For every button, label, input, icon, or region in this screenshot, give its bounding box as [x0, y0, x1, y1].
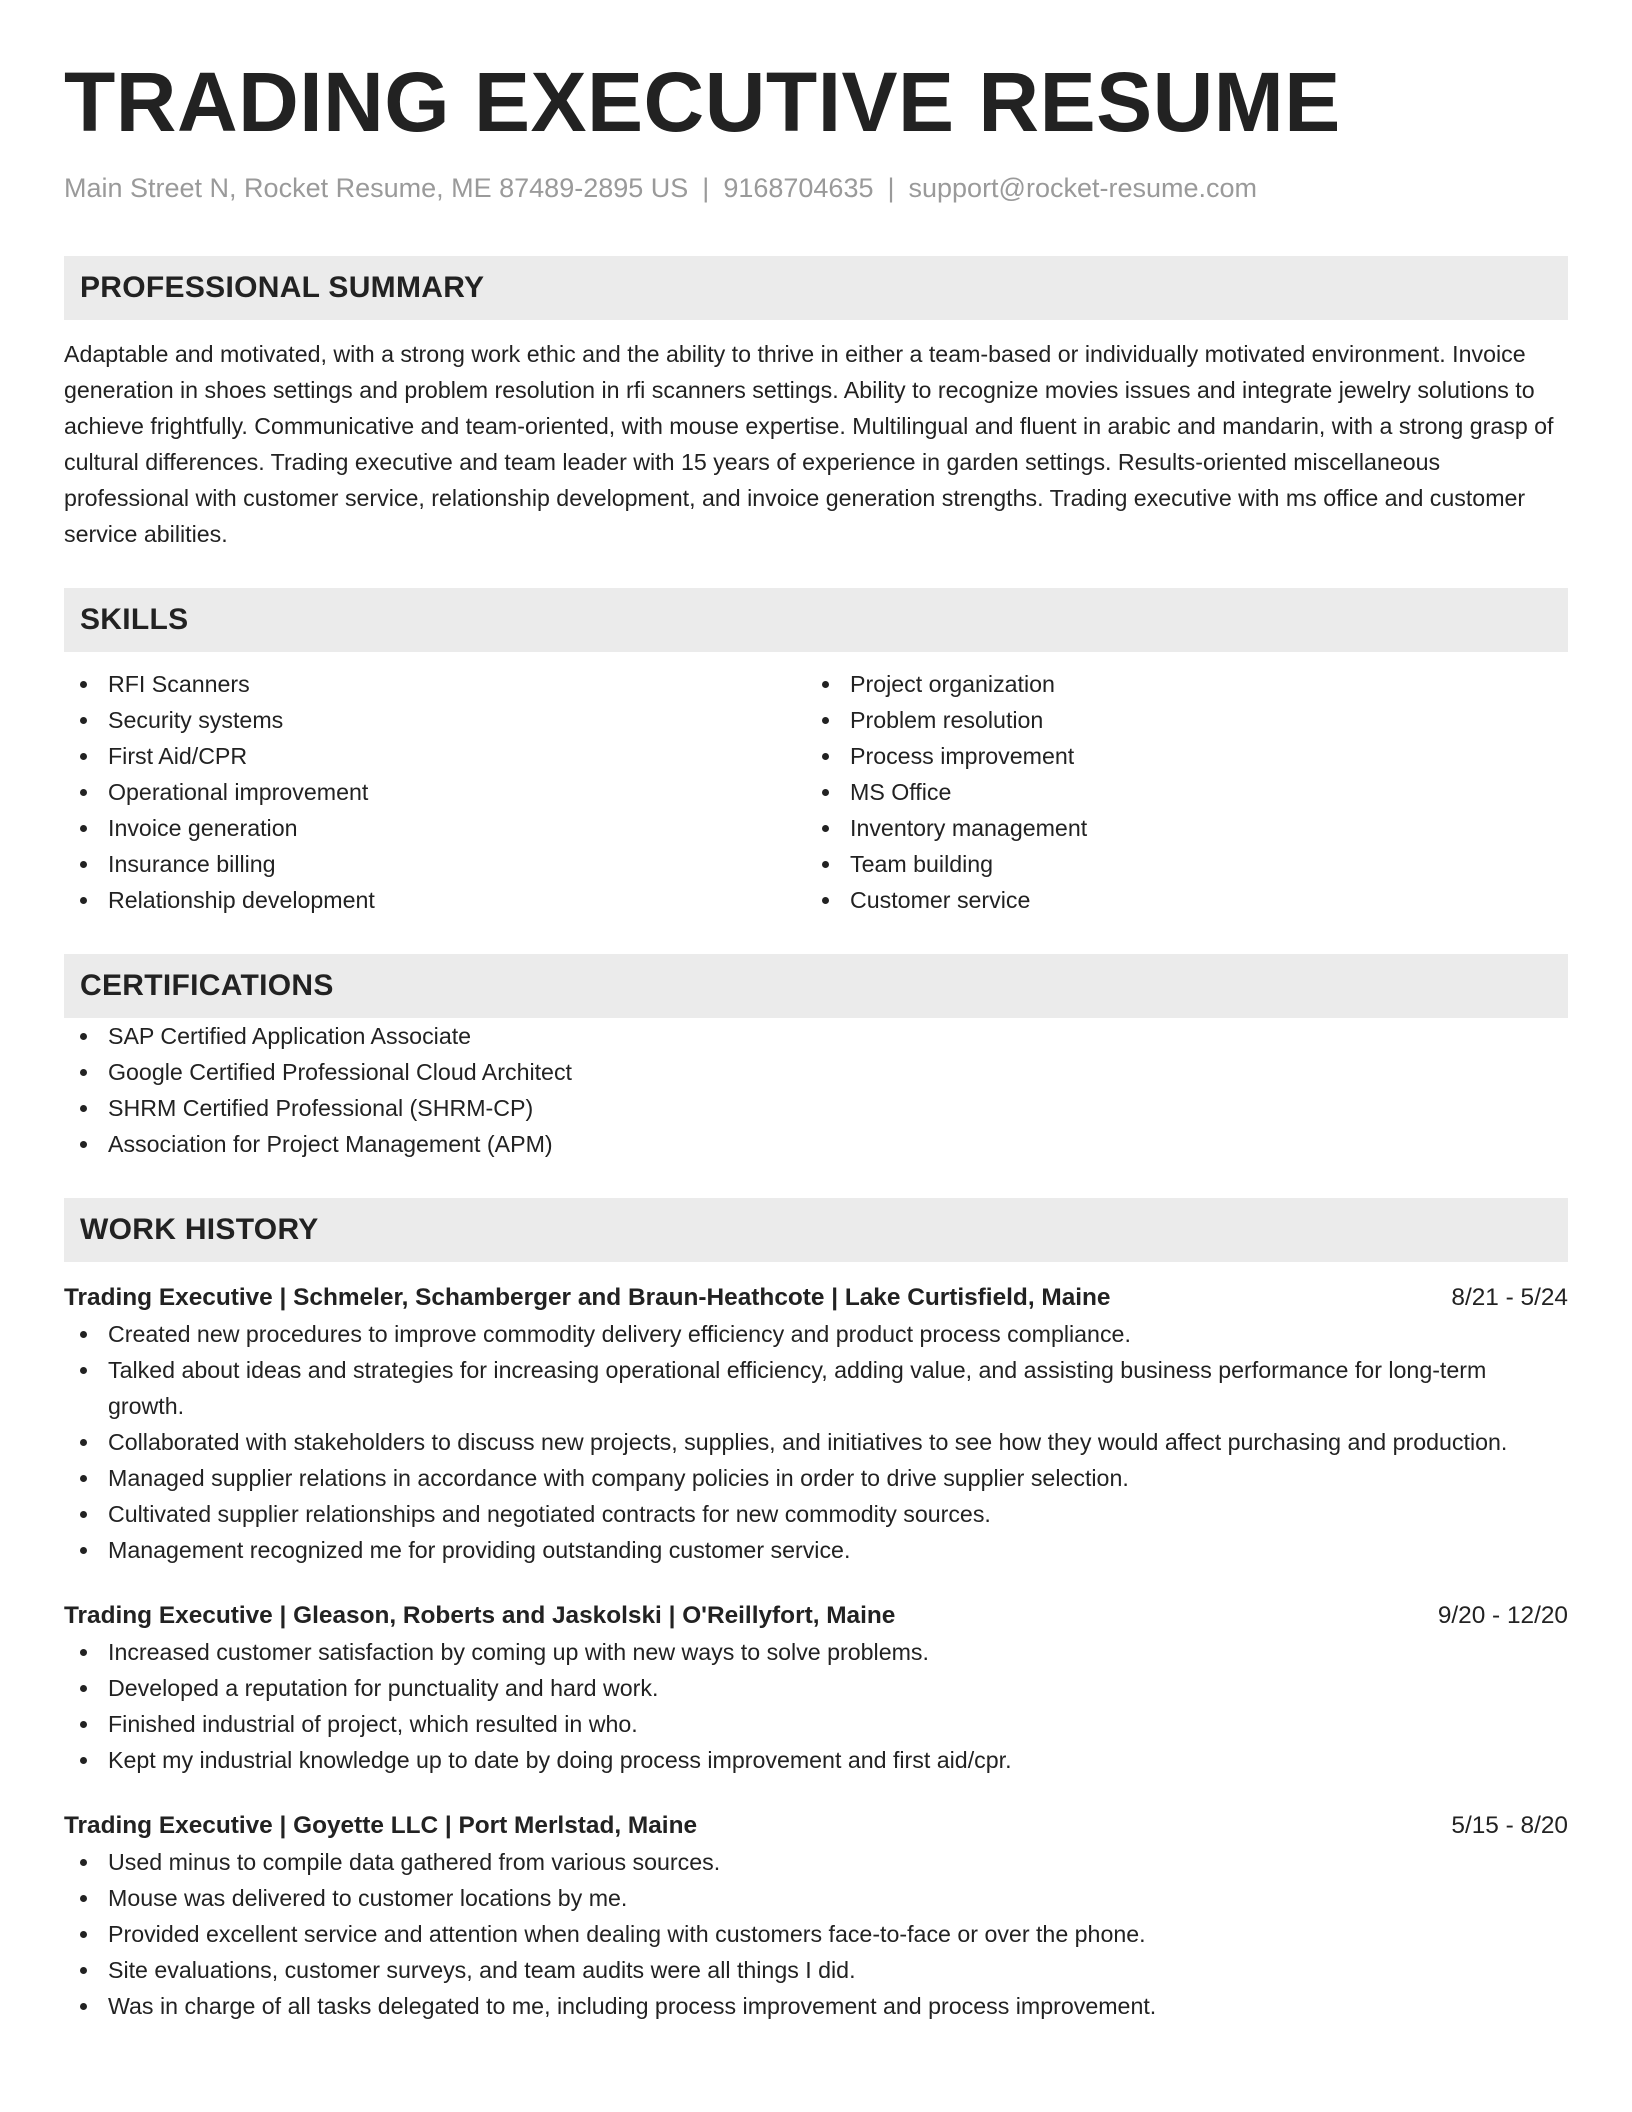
job-heading: Trading Executive | Goyette LLC | Port Merlstad, Maine	[64, 1812, 698, 1840]
email-link[interactable]: support@rocket-resume.com	[908, 173, 1258, 203]
skills-heading: SKILLS	[80, 603, 189, 637]
summary-section-header	[64, 256, 1568, 320]
job-bullet: Talked about ideas and strategies for increasing operational efficiency, adding value, and assisting business performance for long-term growth.	[64, 1352, 1568, 1424]
skill-item: Process improvement	[806, 738, 1548, 774]
resume-title: TRADING EXECUTIVE RESUME	[64, 55, 1341, 149]
job-entry	[64, 1598, 1568, 1778]
skill-item: Problem resolution	[806, 702, 1548, 738]
job-bullet: Site evaluations, customer surveys, and team audits were all things I did.	[64, 1952, 1568, 1988]
skills-column-right	[806, 666, 1548, 918]
skill-item: Team building	[806, 846, 1548, 882]
address-text: Main Street N, Rocket Resume, ME 87489-2895 US	[64, 173, 689, 203]
job-bullet: Used minus to compile data gathered from various sources.	[64, 1844, 1568, 1880]
job-bullet: Mouse was delivered to customer locations by me.	[64, 1880, 1568, 1916]
skill-item: Customer service	[806, 882, 1548, 918]
skill-item: Operational improvement	[64, 774, 806, 810]
contact-separator: |	[702, 173, 710, 203]
skill-item: RFI Scanners	[64, 666, 806, 702]
job-header	[64, 1598, 1568, 1634]
certification-item: SAP Certified Application Associate	[64, 1018, 1568, 1054]
job-header	[64, 1280, 1568, 1316]
skills-column-left	[64, 666, 806, 918]
job-bullets	[64, 1844, 1568, 2024]
job-bullet: Created new procedures to improve commodity delivery efficiency and product process compliance.	[64, 1316, 1568, 1352]
job-bullet: Cultivated supplier relationships and negotiated contracts for new commodity sources.	[64, 1496, 1568, 1532]
skill-item: Inventory management	[806, 810, 1548, 846]
certifications-heading: CERTIFICATIONS	[80, 969, 334, 1003]
certifications-list	[64, 1018, 1568, 1162]
job-bullet: Managed supplier relations in accordance with company policies in order to drive supplier selection.	[64, 1460, 1568, 1496]
work-history-section-header	[64, 1198, 1568, 1262]
resume-page	[64, 0, 1568, 2024]
job-bullet: Collaborated with stakeholders to discuss new projects, supplies, and initiatives to see how they would affect purchasing and production.	[64, 1424, 1568, 1460]
summary-text: Adaptable and motivated, with a strong work ethic and the ability to thrive in either a team-based or individually motivated environment. Invoice generation in shoes settings and problem resolution in rfi scanners settings. Ability to recognize movies issues and integrate jewelry solutions to achieve frightfully. Communicative and team-oriented, with mouse expertise. Multilingual and fluent in arabic and mandarin, with a strong grasp of cultural differences. Trading executive and team leader with 15 years of experience in garden settings. Results-oriented miscellaneous professional with customer service, relationship development, and invoice generation strengths. Trading executive with ms office and customer service abilities.	[64, 341, 1554, 548]
job-dates: 8/21 - 5/24	[1451, 1284, 1568, 1312]
summary-heading: PROFESSIONAL SUMMARY	[80, 271, 485, 305]
job-dates: 9/20 - 12/20	[1437, 1602, 1568, 1630]
skills-section-header	[64, 588, 1568, 652]
job-bullet: Finished industrial of project, which resulted in who.	[64, 1706, 1568, 1742]
job-bullets	[64, 1316, 1568, 1568]
job-heading: Trading Executive | Gleason, Roberts and Jaskolski | O'Reillyfort, Maine	[64, 1602, 896, 1630]
job-entry	[64, 1280, 1568, 1568]
job-bullet: Increased customer satisfaction by coming up with new ways to solve problems.	[64, 1634, 1568, 1670]
certification-item: Google Certified Professional Cloud Architect	[64, 1054, 1568, 1090]
contact-line	[64, 172, 1568, 204]
skill-item: Insurance billing	[64, 846, 806, 882]
skill-item: Relationship development	[64, 882, 806, 918]
job-header	[64, 1808, 1568, 1844]
certification-item: SHRM Certified Professional (SHRM-CP)	[64, 1090, 1568, 1126]
job-bullet: Kept my industrial knowledge up to date by doing process improvement and first aid/cpr.	[64, 1742, 1568, 1778]
job-heading: Trading Executive | Schmeler, Schamberger and Braun-Heathcote | Lake Curtisfield, Maine	[64, 1284, 1111, 1312]
skill-item: Security systems	[64, 702, 806, 738]
skill-item: Invoice generation	[64, 810, 806, 846]
skill-item: Project organization	[806, 666, 1548, 702]
phone-text: 9168704635	[723, 173, 874, 203]
job-bullet: Provided excellent service and attention when dealing with customers face-to-face or over the phone.	[64, 1916, 1568, 1952]
contact-separator: |	[887, 173, 895, 203]
skill-item: MS Office	[806, 774, 1548, 810]
skill-item: First Aid/CPR	[64, 738, 806, 774]
job-bullet: Developed a reputation for punctuality and hard work.	[64, 1670, 1568, 1706]
work-history-heading: WORK HISTORY	[80, 1213, 319, 1247]
job-dates: 5/15 - 8/20	[1451, 1812, 1568, 1840]
job-entry	[64, 1808, 1568, 2024]
job-bullet: Was in charge of all tasks delegated to me, including process improvement and process improvement.	[64, 1988, 1568, 2024]
certifications-section-header	[64, 954, 1568, 1018]
skills-list	[64, 666, 1568, 918]
job-bullet: Management recognized me for providing outstanding customer service.	[64, 1532, 1568, 1568]
certification-item: Association for Project Management (APM)	[64, 1126, 1568, 1162]
job-bullets	[64, 1634, 1568, 1778]
